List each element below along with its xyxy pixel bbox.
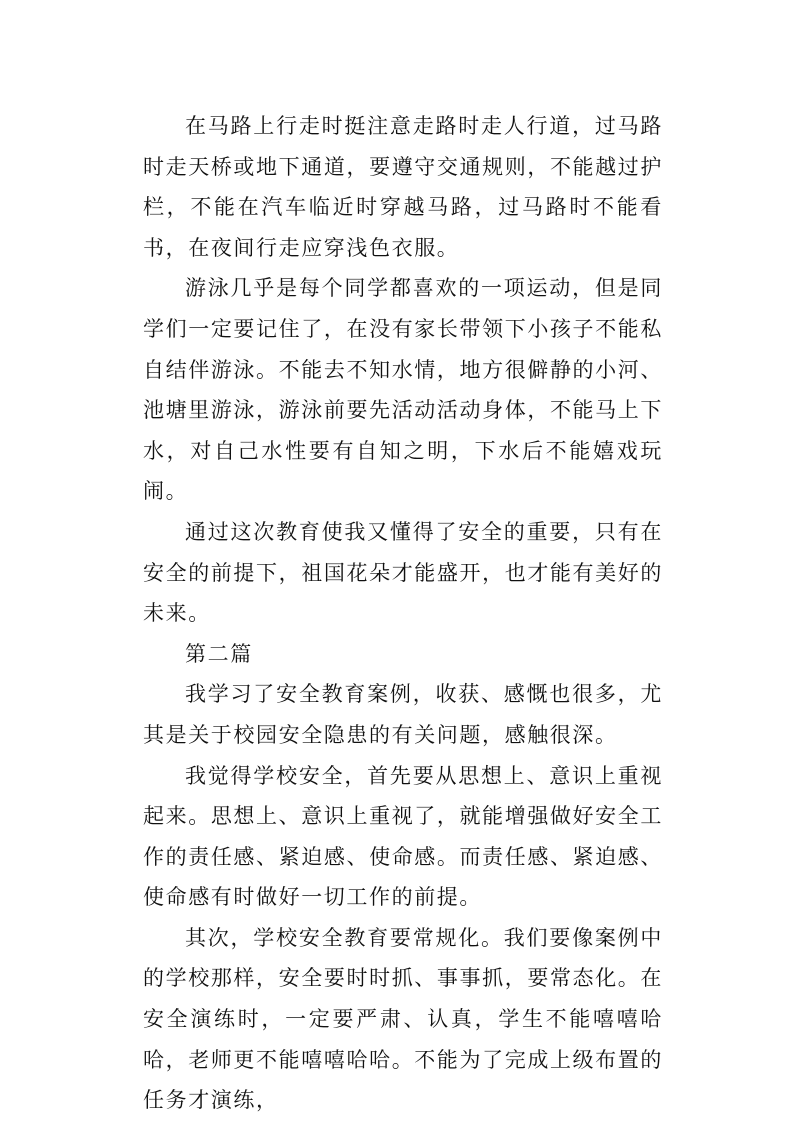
section-heading: 第二篇 [185, 641, 253, 666]
paragraph-case-study: 我学习了安全教育案例，收获、感慨也很多，尤其是关于校园安全隐患的有关问题，感触很深。 [143, 682, 663, 747]
paragraph-awareness: 我觉得学校安全，首先要从思想上、意识上重视起来。思想上、意识上重视了，就能增强做好安全工作的责任感、紧迫感、使命感。而责任感、紧迫感、使命感有时做好一切工作的前提。 [143, 763, 663, 910]
paragraph-traffic-safety: 在马路上行走时挺注意走路时走人行道，过马路时走天桥或地下通道，要遵守交通规则，不能越过护栏，不能在汽车临近时穿越马路，过马路时不能看书，在夜间行走应穿浅色衣服。 [143, 114, 663, 260]
paragraph-conclusion: 通过这次教育使我又懂得了安全的重要，只有在安全的前提下，祖国花朵才能盛开，也才能有美好的未来。 [143, 519, 663, 626]
paragraph-routine-education: 其次，学校安全教育要常规化。我们要像案例中的学校那样，安全要时时抓、事事抓，要常态化。在安全演练时，一定要严肃、认真，学生不能嘻嘻哈哈，老师更不能嘻嘻哈哈。不能为了完成上级布置的任务才演练， [143, 925, 663, 1113]
paragraph-swimming-safety: 游泳几乎是每个同学都喜欢的一项运动，但是同学们一定要记住了，在没有家长带领下小孩子不能私自结伴游泳。不能去不知水情，地方很僻静的小河、池塘里游泳，游泳前要先活动活动身体，不能马上下水，对自己水性要有自知之明，下水后不能嬉戏玩闹。 [143, 276, 663, 504]
document-body [143, 106, 663, 1121]
